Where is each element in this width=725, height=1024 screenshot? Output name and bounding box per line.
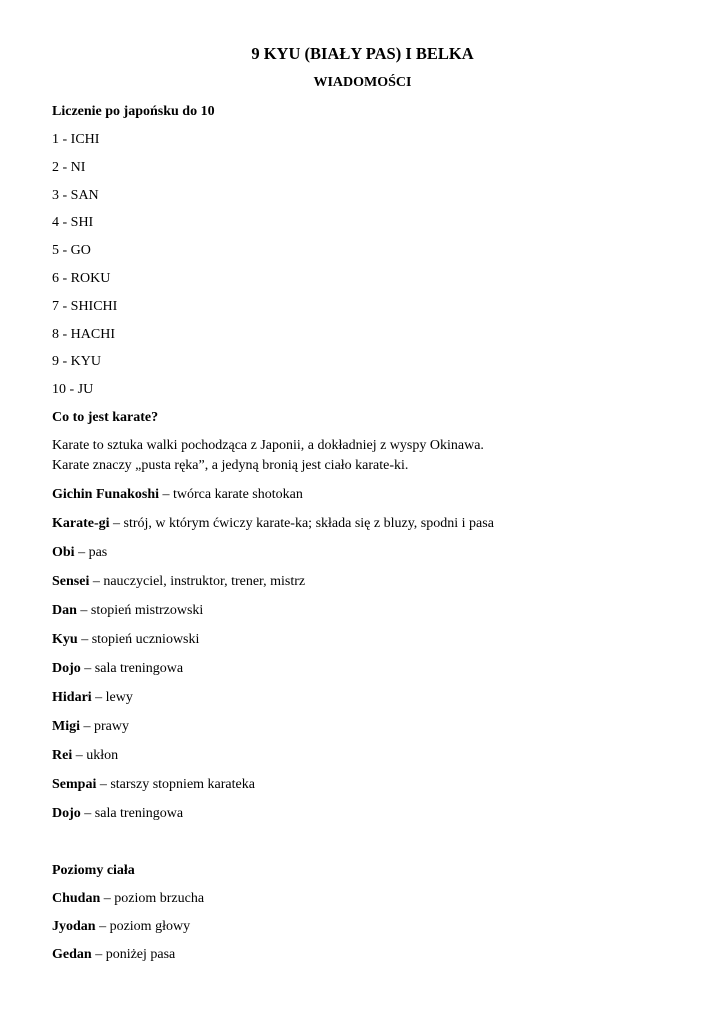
term-definition: – sala treningowa xyxy=(80,806,184,821)
counting-item: 9 - KYU xyxy=(52,354,101,369)
document-title: 9 KYU (BIAŁY PAS) I BELKA xyxy=(251,44,474,63)
term-definition: – sala treningowa xyxy=(80,661,184,676)
level-name: Jyodan xyxy=(52,919,96,934)
level-entry xyxy=(52,918,190,936)
counting-item: 1 - ICHI xyxy=(52,132,100,147)
level-name: Gedan xyxy=(52,947,92,962)
term-entry xyxy=(52,515,494,533)
counting-item: 6 - ROKU xyxy=(52,271,111,286)
term-name: Dojo xyxy=(52,661,81,676)
term-definition: – twórca karate shotokan xyxy=(159,487,303,502)
counting-item: 7 - SHICHI xyxy=(52,299,118,314)
term-entry xyxy=(52,747,118,765)
term-definition: – stopień mistrzowski xyxy=(76,603,204,618)
counting-item: 4 - SHI xyxy=(52,215,94,230)
term-entry xyxy=(52,602,203,620)
term-definition: – nauczyciel, instruktor, trener, mistrz xyxy=(89,574,306,589)
term-entry xyxy=(52,718,129,736)
karate-heading: Co to jest karate? xyxy=(52,410,159,425)
level-entry xyxy=(52,946,175,964)
term-name: Kyu xyxy=(52,632,78,647)
term-name: Sempai xyxy=(52,777,97,792)
term-entry xyxy=(52,631,199,649)
term-name: Dojo xyxy=(52,806,81,821)
counting-item: 8 - HACHI xyxy=(52,327,115,342)
karate-paragraph-line: Karate to sztuka walki pochodząca z Japonii, a dokładniej z wyspy Okinawa. xyxy=(52,438,484,453)
term-entry xyxy=(52,776,255,794)
term-entry xyxy=(52,544,107,562)
level-definition: – poziom głowy xyxy=(95,919,191,934)
term-definition: – lewy xyxy=(91,690,133,705)
term-name: Karate-gi xyxy=(52,516,110,531)
levels-heading: Poziomy ciała xyxy=(52,863,135,878)
term-definition: – pas xyxy=(74,545,108,560)
term-definition: – strój, w którym ćwiczy karate-ka; składa się z bluzy, spodni i pasa xyxy=(109,516,494,531)
term-name: Obi xyxy=(52,545,75,560)
term-name: Hidari xyxy=(52,690,92,705)
term-definition: – ukłon xyxy=(72,748,119,763)
counting-item: 2 - NI xyxy=(52,160,86,175)
counting-heading: Liczenie po japońsku do 10 xyxy=(52,104,215,119)
level-definition: – poniżej pasa xyxy=(91,947,176,962)
term-entry xyxy=(52,486,303,504)
term-name: Rei xyxy=(52,748,73,763)
term-entry xyxy=(52,660,183,678)
term-name: Gichin Funakoshi xyxy=(52,487,159,502)
counting-item: 3 - SAN xyxy=(52,188,99,203)
level-definition: – poziom brzucha xyxy=(100,891,205,906)
counting-item: 10 - JU xyxy=(52,382,94,397)
counting-item: 5 - GO xyxy=(52,243,91,258)
term-definition: – prawy xyxy=(80,719,129,734)
term-name: Migi xyxy=(52,719,80,734)
term-entry xyxy=(52,573,305,591)
term-name: Sensei xyxy=(52,574,90,589)
karate-paragraph xyxy=(52,436,672,476)
document-subtitle: WIADOMOŚCI xyxy=(313,75,412,90)
level-name: Chudan xyxy=(52,891,101,906)
term-name: Dan xyxy=(52,603,77,618)
level-entry xyxy=(52,890,204,908)
term-definition: – starszy stopniem karateka xyxy=(96,777,255,792)
karate-paragraph-line: Karate znaczy „pusta ręka”, a jedyną bronią jest ciało karate-ki. xyxy=(52,458,409,473)
term-entry xyxy=(52,805,183,823)
term-definition: – stopień uczniowski xyxy=(77,632,200,647)
term-entry xyxy=(52,689,133,707)
